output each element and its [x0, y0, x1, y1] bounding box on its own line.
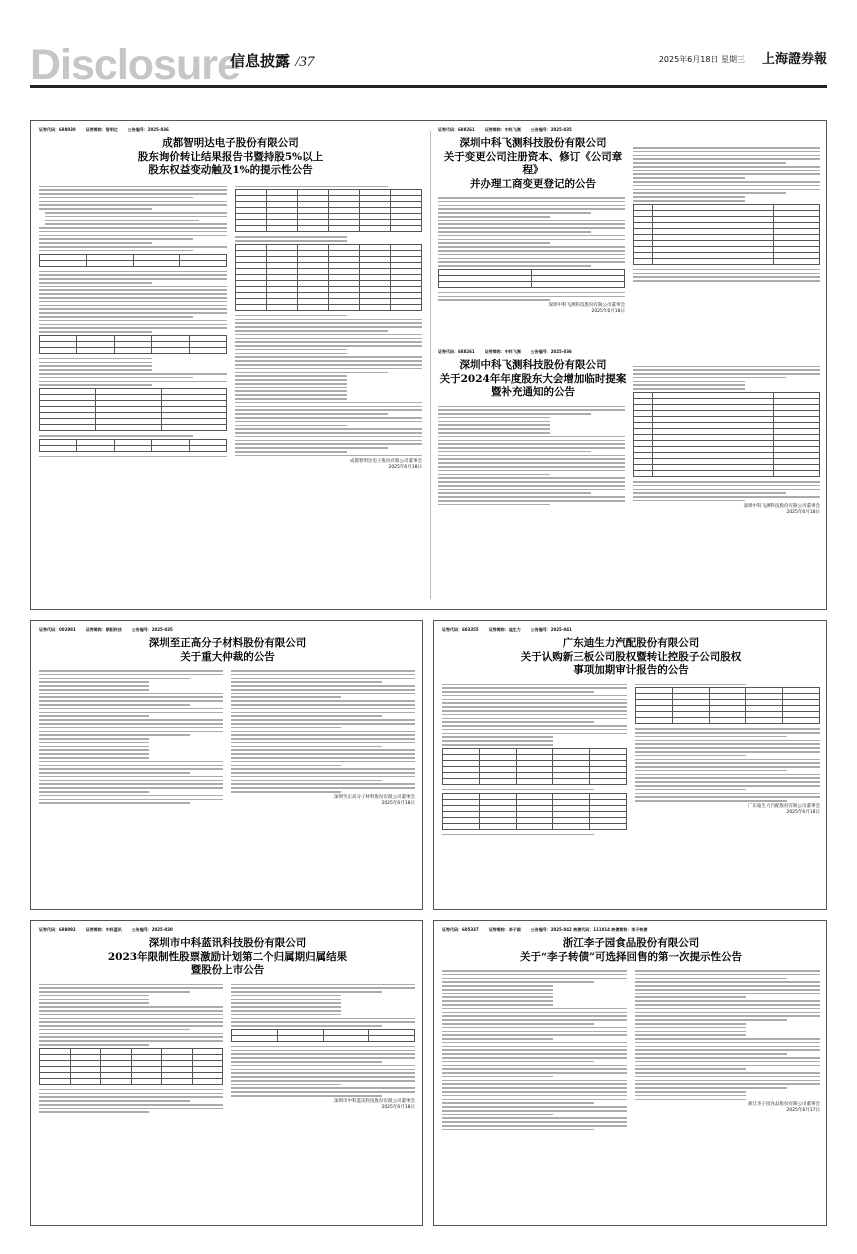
page-number: 37: [299, 54, 315, 70]
transfer-table: [39, 335, 227, 354]
code-line: 证券代码：603355 证券简称：迪生力 公告编号：2025-041: [442, 627, 572, 632]
holdings-before-after-table: [235, 189, 422, 232]
signature: 广东迪生力汽配股份有限公司董事会 2025年6月18日: [748, 803, 820, 815]
shareholding-table: [39, 254, 227, 267]
code-line: 证券代码：688030 证券简称：智明达 公告编号：2025-036: [39, 127, 169, 132]
signature: 成都智明达电子股份有限公司董事会 2025年6月18日: [350, 458, 422, 470]
info-table: [39, 388, 227, 431]
announcement-zhongkefeice-agm: [438, 349, 820, 605]
page-header: [30, 42, 827, 88]
share-structure-table: [231, 1029, 415, 1042]
announcement-title: 深圳中科飞测科技股份有限公司 关于变更公司注册资本、修订《公司章程》 并办理工商变更登记的公告: [443, 137, 623, 190]
transferee-table: [235, 244, 422, 311]
announcement-title: 浙江李子园食品股份有限公司 关于“李子转债”可选择回售的第一次提示性公告: [519, 937, 743, 963]
audit-table-1: [442, 748, 627, 785]
change-table: [39, 439, 227, 452]
issue-date: 2025年6月18日 星期三: [658, 55, 745, 64]
announcement-zhongkefeice-capital: [438, 127, 820, 345]
masthead: Disclosure: [30, 41, 240, 89]
signature: 深圳至正高分子材料股份有限公司董事会 2025年6月18日: [334, 794, 415, 806]
vesting-table: [39, 1048, 223, 1085]
code-line: 证券代码：688092 证券简称：中科蓝讯 公告编号：2025-030: [39, 927, 173, 932]
proposal-table: [633, 204, 820, 265]
announcement-title: 深圳至正高分子材料股份有限公司 关于重大仲裁的公告: [148, 637, 307, 663]
code-line: 证券代码：605337 证券简称：李子园 公告编号：2025-042 转债代码：111014 转债简称：李子转债: [442, 927, 648, 932]
announcement-zhimingda: [39, 127, 422, 605]
signature: 深圳中科飞测科技股份有限公司董事会 2025年6月18日: [548, 303, 625, 315]
articles-amend-table: [438, 269, 625, 288]
announcement-dishengli: [433, 620, 827, 910]
newspaper-name: 上海證券報: [761, 52, 827, 67]
announcement-title: 深圳中科飞测科技股份有限公司 关于2024年年度股东大会增加临时提案 暨补充通知的公告: [439, 359, 627, 398]
code-line: 证券代码：002981 证券简称：朝阳科技 公告编号：2025-035: [39, 627, 173, 632]
signature: 深圳中科飞测科技股份有限公司董事会 2025年6月18日: [743, 503, 820, 515]
announcement-title: 成都智明达电子股份有限公司 股东询价转让结果报告书暨持股5%以上 股东权益变动触及1%的提示性公告: [137, 137, 324, 176]
top-block: [30, 120, 827, 610]
agenda-table: [633, 392, 820, 477]
audit-table-3: [635, 687, 820, 724]
announcement-zhongkelanxun: [30, 920, 423, 1226]
signature: 深圳市中科蓝讯科技股份有限公司董事会 2025年6月18日: [334, 1098, 415, 1110]
code-line: 证券代码：688261 证券简称：中科飞测 公告编号：2025-035: [438, 127, 572, 132]
announcement-zhizheng: [30, 620, 423, 910]
announcement-title: 深圳市中科蓝讯科技股份有限公司 2023年限制性股票激励计划第二个归属期归属结果 暨股份上市公告: [107, 937, 348, 976]
code-line: 证券代码：688261 证券简称：中科飞测 公告编号：2025-036: [438, 349, 572, 354]
signature: 浙江李子园食品股份有限公司董事会 2025年6月17日: [748, 1102, 820, 1114]
announcement-title: 广东迪生力汽配股份有限公司 关于认购新三板公司股权暨转让控股子公司股权 事项加期审计报告的公告: [520, 637, 742, 676]
section-name: 信息披露: [230, 52, 291, 70]
audit-table-2: [442, 793, 627, 830]
announcement-liziyuan: [433, 920, 827, 1226]
page-sep: /: [295, 54, 300, 70]
section-title: [230, 50, 314, 71]
